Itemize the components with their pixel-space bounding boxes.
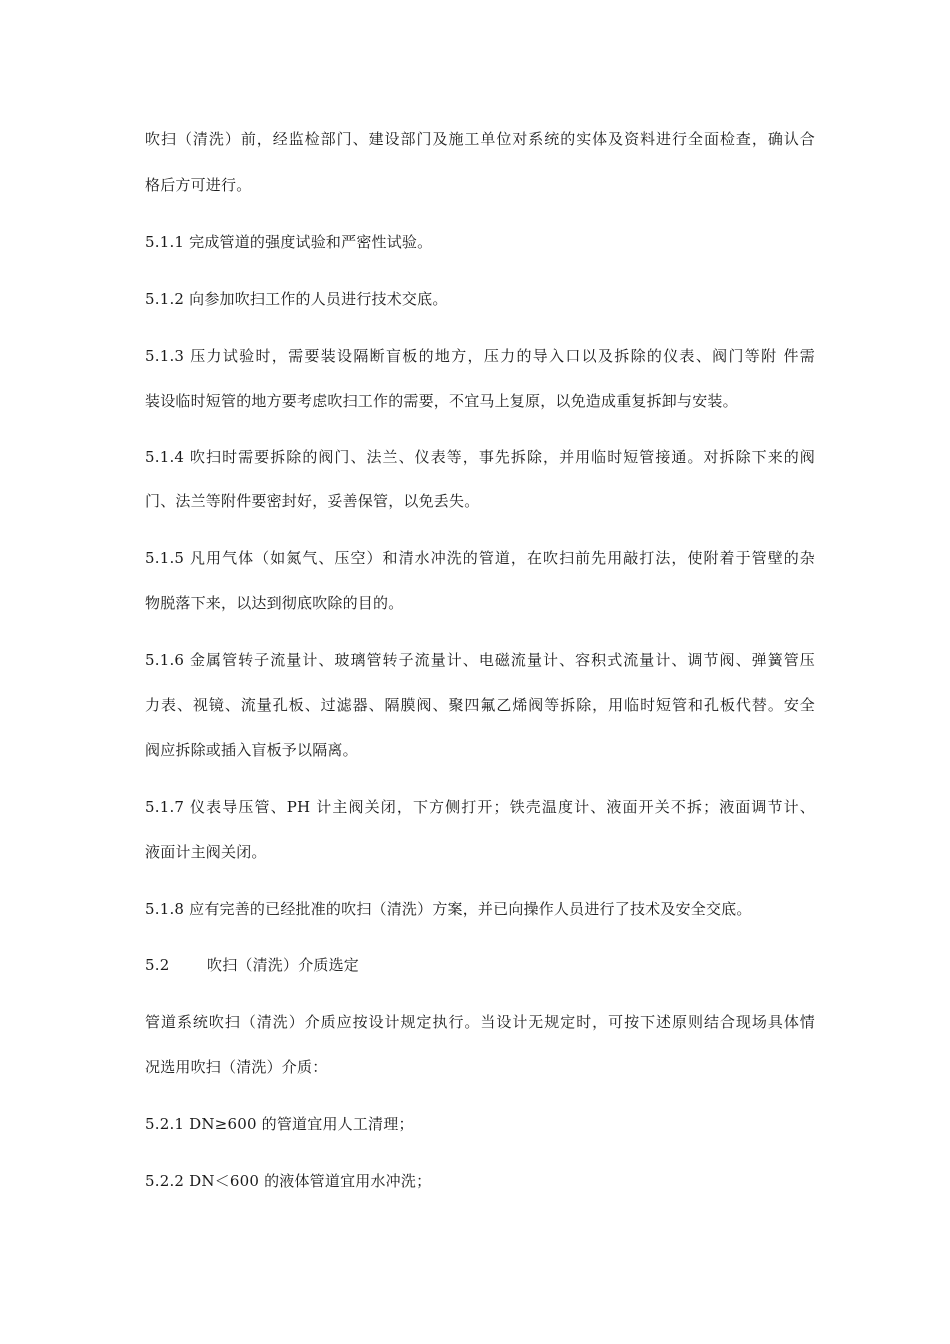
paragraph-line: 液面计主阀关闭。 <box>145 843 267 861</box>
section-heading <box>145 955 815 975</box>
item-5-1-6: 5.1.6 金属管转子流量计、玻璃管转子流量计、电磁流量计、容积式流量计、调节阀、弹簧管压 <box>145 651 815 669</box>
item-5-2-1: 5.2.1 DN≥600 的管道宜用人工清理； <box>145 1115 414 1133</box>
section-number: 5.2 <box>145 956 170 974</box>
paragraph-line: 力表、视镜、流量孔板、过滤器、隔膜阀、聚四氟乙烯阀等拆除，用临时短管和孔板代替。安全 <box>145 696 815 714</box>
item-5-1-2: 5.1.2 向参加吹扫工作的人员进行技术交底。 <box>145 290 448 308</box>
paragraph-line: 装设临时短管的地方要考虑吹扫工作的需要，不宜马上复原，以免造成重复拆卸与安装。 <box>145 392 738 410</box>
item-5-1-7: 5.1.7 仪表导压管、PH 计主阀关闭，下方侧打开；铁壳温度计、液面开关不拆；液面调节计、 <box>145 798 815 816</box>
paragraph-line: 吹扫（清洗）前，经监检部门、建设部门及施工单位对系统的实体及资料进行全面检查，确认合 <box>145 130 815 148</box>
paragraph-line: 格后方可进行。 <box>145 176 252 194</box>
item-5-1-8: 5.1.8 应有完善的已经批准的吹扫（清洗）方案，并已向操作人员进行了技术及安全交底。 <box>145 900 752 918</box>
section-title: 吹扫（清洗）介质选定 <box>207 956 360 974</box>
item-5-1-1: 5.1.1 完成管道的强度试验和严密性试验。 <box>145 233 433 251</box>
item-5-1-4: 5.1.4 吹扫时需要拆除的阀门、法兰、仪表等，事先拆除，并用临时短管接通。对拆除下来的阀 <box>145 448 815 466</box>
paragraph-line: 阀应拆除或插入盲板予以隔离。 <box>145 741 358 759</box>
item-5-1-5: 5.1.5 凡用气体（如氮气、压空）和清水冲洗的管道，在吹扫前先用敲打法，使附着于管壁的杂 <box>145 549 815 567</box>
paragraph-line: 管道系统吹扫（清洗）介质应按设计规定执行。当设计无规定时，可按下述原则结合现场具体情 <box>145 1013 815 1031</box>
item-5-2-2: 5.2.2 DN＜600 的液体管道宜用水冲洗； <box>145 1172 432 1190</box>
item-5-1-3: 5.1.3 压力试验时，需要装设隔断盲板的地方，压力的导入口以及拆除的仪表、阀门等附 件需 <box>145 347 815 365</box>
paragraph-line: 物脱落下来，以达到彻底吹除的目的。 <box>145 594 404 612</box>
paragraph-line: 况选用吹扫（清洗）介质： <box>145 1058 328 1076</box>
paragraph-line: 门、法兰等附件要密封好，妥善保管，以免丢失。 <box>145 492 480 510</box>
